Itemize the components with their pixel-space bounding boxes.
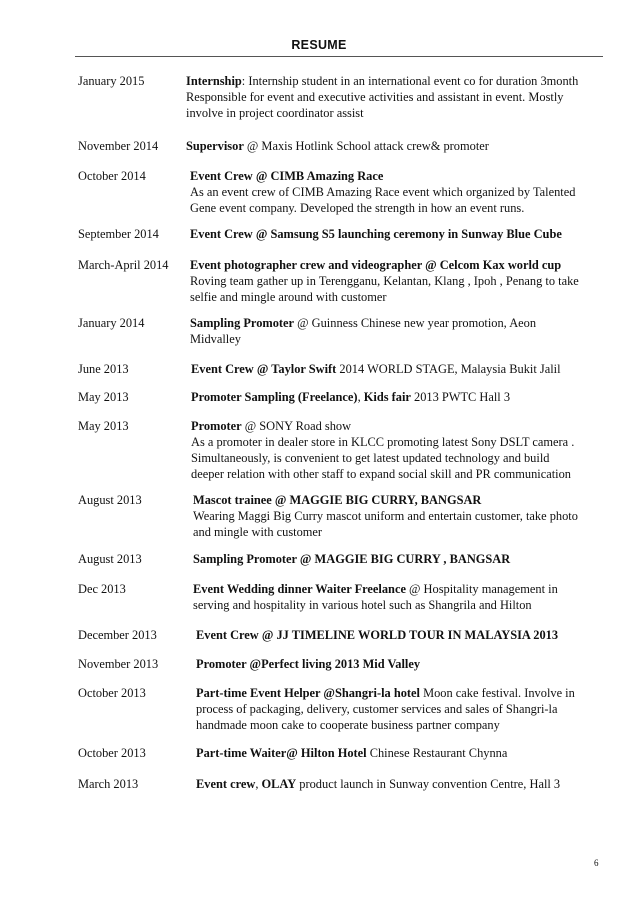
bold-text: Mascot trainee @ MAGGIE BIG CURRY, BANGSAR: [193, 493, 482, 507]
description-line: [193, 597, 613, 613]
entry-date: October 2014: [78, 169, 146, 183]
entry-description: [193, 492, 613, 540]
bold-text: Part-time Event Helper @Shangri-la hotel: [196, 686, 420, 700]
description-line: [196, 776, 616, 792]
page-title: RESUME: [291, 38, 347, 52]
entry-date: March 2013: [78, 777, 139, 791]
description-line: [190, 200, 610, 216]
page-number: 6: [594, 858, 599, 868]
entry-date: October 2013: [78, 686, 146, 700]
description-line: [196, 656, 616, 672]
text-segment: Gene event company. Developed the strength in how an event runs.: [190, 201, 525, 215]
text-segment: Midvalley: [190, 332, 241, 346]
text-segment: product launch in Sunway convention Centre, Hall 3: [296, 777, 561, 791]
description-line: [191, 418, 611, 434]
description-line: [186, 73, 606, 89]
text-segment: ,: [357, 390, 364, 404]
description-line: [196, 745, 616, 761]
description-line: [191, 361, 611, 377]
bold-text: Event Wedding dinner Waiter Freelance: [193, 582, 406, 596]
description-line: [191, 450, 611, 466]
entry-date: January 2015: [78, 74, 145, 88]
text-segment: @ Guinness Chinese new year promotion, Aeon: [294, 316, 537, 330]
text-segment: @ Maxis Hotlink School attack crew& promoter: [243, 139, 489, 153]
description-line: [186, 89, 606, 105]
entry-description: [190, 168, 610, 216]
entry-description: [191, 389, 611, 405]
bold-text: Event crew: [196, 777, 256, 791]
entry-description: [193, 551, 613, 567]
entry-description: [190, 257, 610, 305]
description-line: [193, 492, 613, 508]
text-segment: handmade moon cake to cooperate business partner company: [196, 718, 500, 732]
entry-date: August 2013: [78, 493, 142, 507]
text-segment: Responsible for event and executive activities and assistant in event. Mostly: [186, 90, 564, 104]
description-line: [186, 138, 606, 154]
description-line: [196, 701, 616, 717]
description-line: [196, 685, 616, 701]
text-segment: Wearing Maggi Big Curry mascot uniform and entertain customer, take photo: [193, 509, 578, 523]
description-line: [190, 168, 610, 184]
description-line: [193, 508, 613, 524]
bold-text: Sampling Promoter @ MAGGIE BIG CURRY , BANGSAR: [193, 552, 511, 566]
text-segment: Roving team gather up in Terengganu, Kelantan, Klang , Ipoh , Penang to take: [190, 274, 579, 288]
entry-date: December 2013: [78, 628, 157, 642]
bold-text: Promoter @Perfect living 2013 Mid Valley: [196, 657, 421, 671]
entry-description: [190, 226, 610, 242]
text-segment: serving and hospitality in various hotel such as Shangrila and Hilton: [193, 598, 532, 612]
description-line: [193, 581, 613, 597]
entry-date: May 2013: [78, 390, 129, 404]
entry-date: May 2013: [78, 419, 129, 433]
entry-date: November 2014: [78, 139, 159, 153]
entry-description: [186, 138, 606, 154]
bold-text: OLAY: [261, 777, 297, 791]
entry-description: [196, 776, 616, 792]
description-line: [190, 226, 610, 242]
entry-date: Dec 2013: [78, 582, 126, 596]
description-line: [190, 289, 610, 305]
description-line: [191, 466, 611, 482]
entry-description: [196, 685, 616, 733]
text-segment: As a promoter in dealer store in KLCC promoting latest Sony DSLT camera .: [191, 435, 575, 449]
text-segment: deeper relation with other staff to expand social skill and PR communication: [191, 467, 572, 481]
bold-text: Event photographer crew and videographer @ Celcom Kax world cup: [190, 258, 562, 272]
text-segment: : Internship student in an international event co for duration 3month: [241, 74, 579, 88]
entry-description: [191, 361, 611, 377]
entry-description: [196, 745, 616, 761]
bold-text: Event Crew @ JJ TIMELINE WORLD TOUR IN MALAYSIA 2013: [196, 628, 559, 642]
bold-text: Internship: [186, 74, 242, 88]
description-line: [191, 434, 611, 450]
description-line: [196, 717, 616, 733]
entry-description: [196, 656, 616, 672]
text-segment: Chinese Restaurant Chynna: [366, 746, 508, 760]
bold-text: Event Crew @ Taylor Swift: [191, 362, 337, 376]
bold-text: Event Crew @ Samsung S5 launching ceremony in Sunway Blue Cube: [190, 227, 562, 241]
description-line: [190, 257, 610, 273]
description-line: [190, 184, 610, 200]
entry-date: October 2013: [78, 746, 146, 760]
entry-description: [196, 627, 616, 643]
entry-description: [193, 581, 613, 613]
text-segment: As an event crew of CIMB Amazing Race event which organized by Talented: [190, 185, 576, 199]
entry-date: September 2014: [78, 227, 159, 241]
text-segment: 2013 PWTC Hall 3: [410, 390, 511, 404]
text-segment: ,: [255, 777, 262, 791]
bold-text: Event Crew @ CIMB Amazing Race: [190, 169, 384, 183]
bold-text: Supervisor: [186, 139, 244, 153]
description-line: [190, 315, 610, 331]
description-line: [186, 105, 606, 121]
description-line: [190, 331, 610, 347]
text-segment: @ SONY Road show: [241, 419, 352, 433]
text-segment: Simultaneously, is convenient to get latest updated technology and build: [191, 451, 550, 465]
text-segment: selfie and mingle around with customer: [190, 290, 387, 304]
bold-text: Promoter Sampling (Freelance): [191, 390, 358, 404]
bold-text: Sampling Promoter: [190, 316, 295, 330]
description-line: [196, 627, 616, 643]
bold-text: Part-time Waiter@ Hilton Hotel: [196, 746, 367, 760]
bold-text: Kids fair: [363, 390, 411, 404]
description-line: [193, 524, 613, 540]
entry-date: January 2014: [78, 316, 145, 330]
entry-description: [190, 315, 610, 347]
entry-description: [186, 73, 606, 121]
bold-text: Promoter: [191, 419, 242, 433]
text-segment: process of packaging, delivery, customer services and sales of Shangri-la: [196, 702, 558, 716]
entry-description: [191, 418, 611, 482]
text-segment: and mingle with customer: [193, 525, 323, 539]
entry-date: August 2013: [78, 552, 142, 566]
text-segment: 2014 WORLD STAGE, Malaysia Bukit Jalil: [336, 362, 561, 376]
description-line: [193, 551, 613, 567]
description-line: [191, 389, 611, 405]
description-line: [190, 273, 610, 289]
entry-date: March-April 2014: [78, 258, 169, 272]
text-segment: involve in project coordinator assist: [186, 106, 364, 120]
entry-date: June 2013: [78, 362, 129, 376]
text-segment: Moon cake festival. Involve in: [419, 686, 575, 700]
entry-date: November 2013: [78, 657, 159, 671]
text-segment: @ Hospitality management in: [405, 582, 558, 596]
